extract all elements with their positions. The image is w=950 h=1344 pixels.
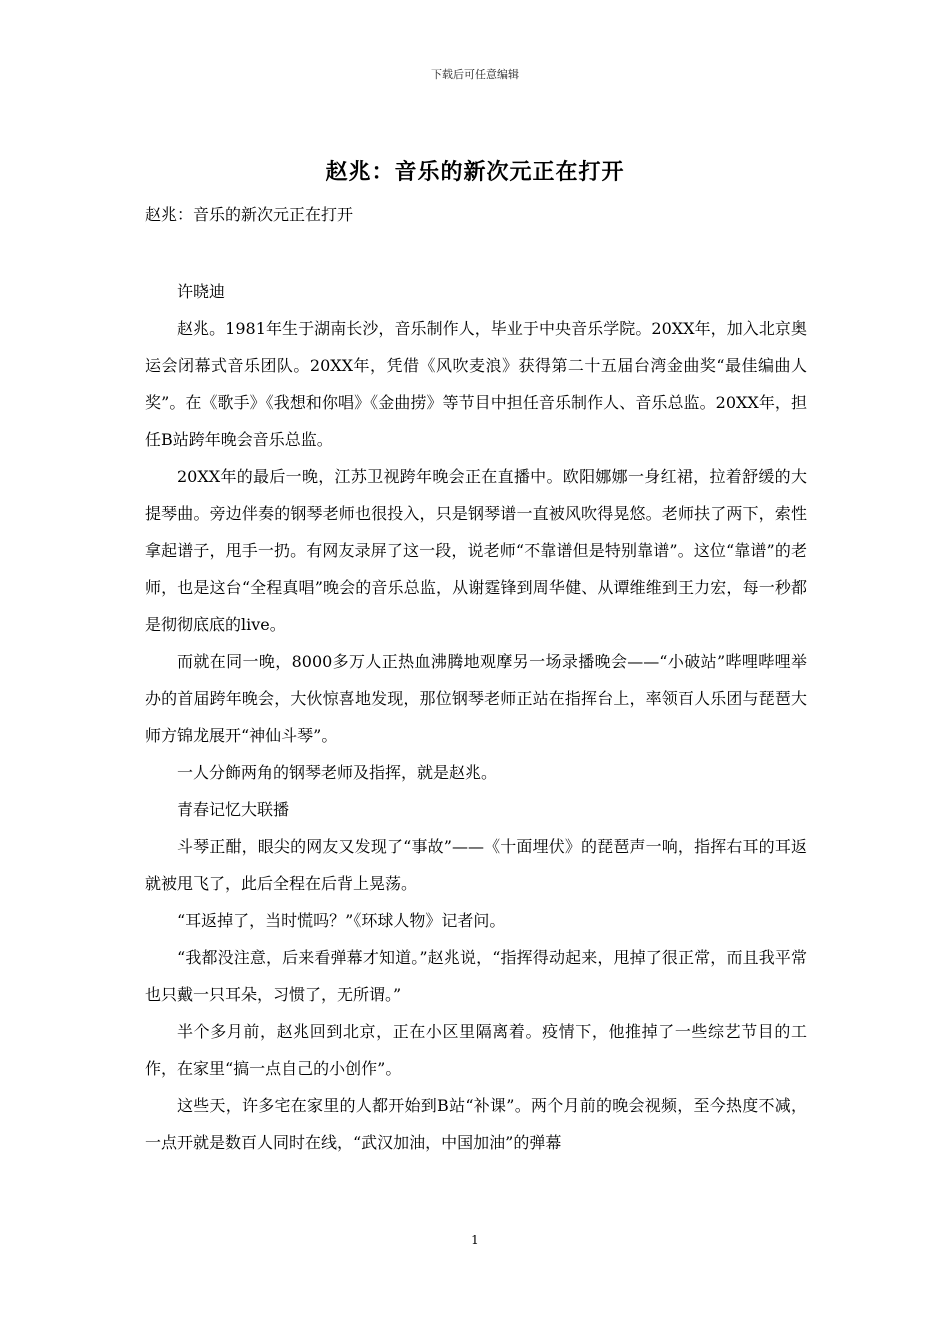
paragraph: 半个多月前，赵兆回到北京，正在小区里隔离着。疫情下，他推掉了一些综艺节目的工作，在家里“搞一点自己的小创作”。 xyxy=(145,1022,807,1078)
paragraph: 而就在同一晚，8000多万人正热血沸腾地观摩另一场录播晚会——“小破站”哔哩哔哩举办的首届跨年晚会，大伙惊喜地发现，那位钢琴老师正站在指挥台上，率领百人乐团与琵琶大师方锦龙展开“神仙斗琴”。 xyxy=(145,652,807,745)
page-header-note: 下载后可任意编辑 xyxy=(431,68,519,81)
section-heading: 青春记忆大联播 xyxy=(177,800,290,819)
author-line: 许晓迪 xyxy=(177,282,226,301)
paragraph: “我都没注意，后来看弹幕才知道。”赵兆说，“指挥得动起来，甩掉了很正常，而且我平常也只戴一只耳朵，习惯了，无所谓。” xyxy=(145,948,807,1004)
paragraph: 这些天，许多宅在家里的人都开始到B站“补课”。两个月前的晚会视频，至今热度不减，一点开就是数百人同时在线，“武汉加油，中国加油”的弹幕 xyxy=(145,1096,807,1152)
paragraph: 斗琴正酣，眼尖的网友又发现了“事故”——《十面埋伏》的琵琶声一响，指挥右耳的耳返就被甩飞了，此后全程在后背上晃荡。 xyxy=(145,837,807,893)
paragraph: 一人分飾两角的钢琴老师及指挥，就是赵兆。 xyxy=(177,763,498,782)
paragraph: 20XX年的最后一晚，江苏卫视跨年晚会正在直播中。欧阳娜娜一身红裙，拉着舒缓的大提琴曲。旁边伴奏的钢琴老师也很投入，只是钢琴谱一直被风吹得晃悠。老师扶了两下，索性拿起谱子，甩手一扔。有网友录屏了这一段，说老师“不靠谱但是特别靠谱”。这位“靠谱”的老师，也是这台“全程真唱”晚会的音乐总监，从谢霆锋到周华健、从谭维维到王力宏，每一秒都是彻彻底底的live。 xyxy=(145,467,807,634)
article-body xyxy=(145,273,807,1161)
page-number: 1 xyxy=(471,1233,479,1247)
document-title: 赵兆：音乐的新次元正在打开 xyxy=(325,159,625,185)
paragraph-bio: 赵兆。1981年生于湖南长沙，音乐制作人，毕业于中央音乐学院。20XX年，加入北京奥运会闭幕式音乐团队。20XX年，凭借《风吹麦浪》获得第二十五届台湾金曲奖“最佳编曲人奖”。在《歌手》《我想和你唱》《金曲捞》等节目中担任音乐制作人、音乐总监。20XX年，担任B站跨年晚会音乐总监。 xyxy=(145,319,807,449)
paragraph: “耳返掉了，当时慌吗？”《环球人物》记者问。 xyxy=(177,911,506,930)
document-subtitle: 赵兆：音乐的新次元正在打开 xyxy=(145,205,354,224)
